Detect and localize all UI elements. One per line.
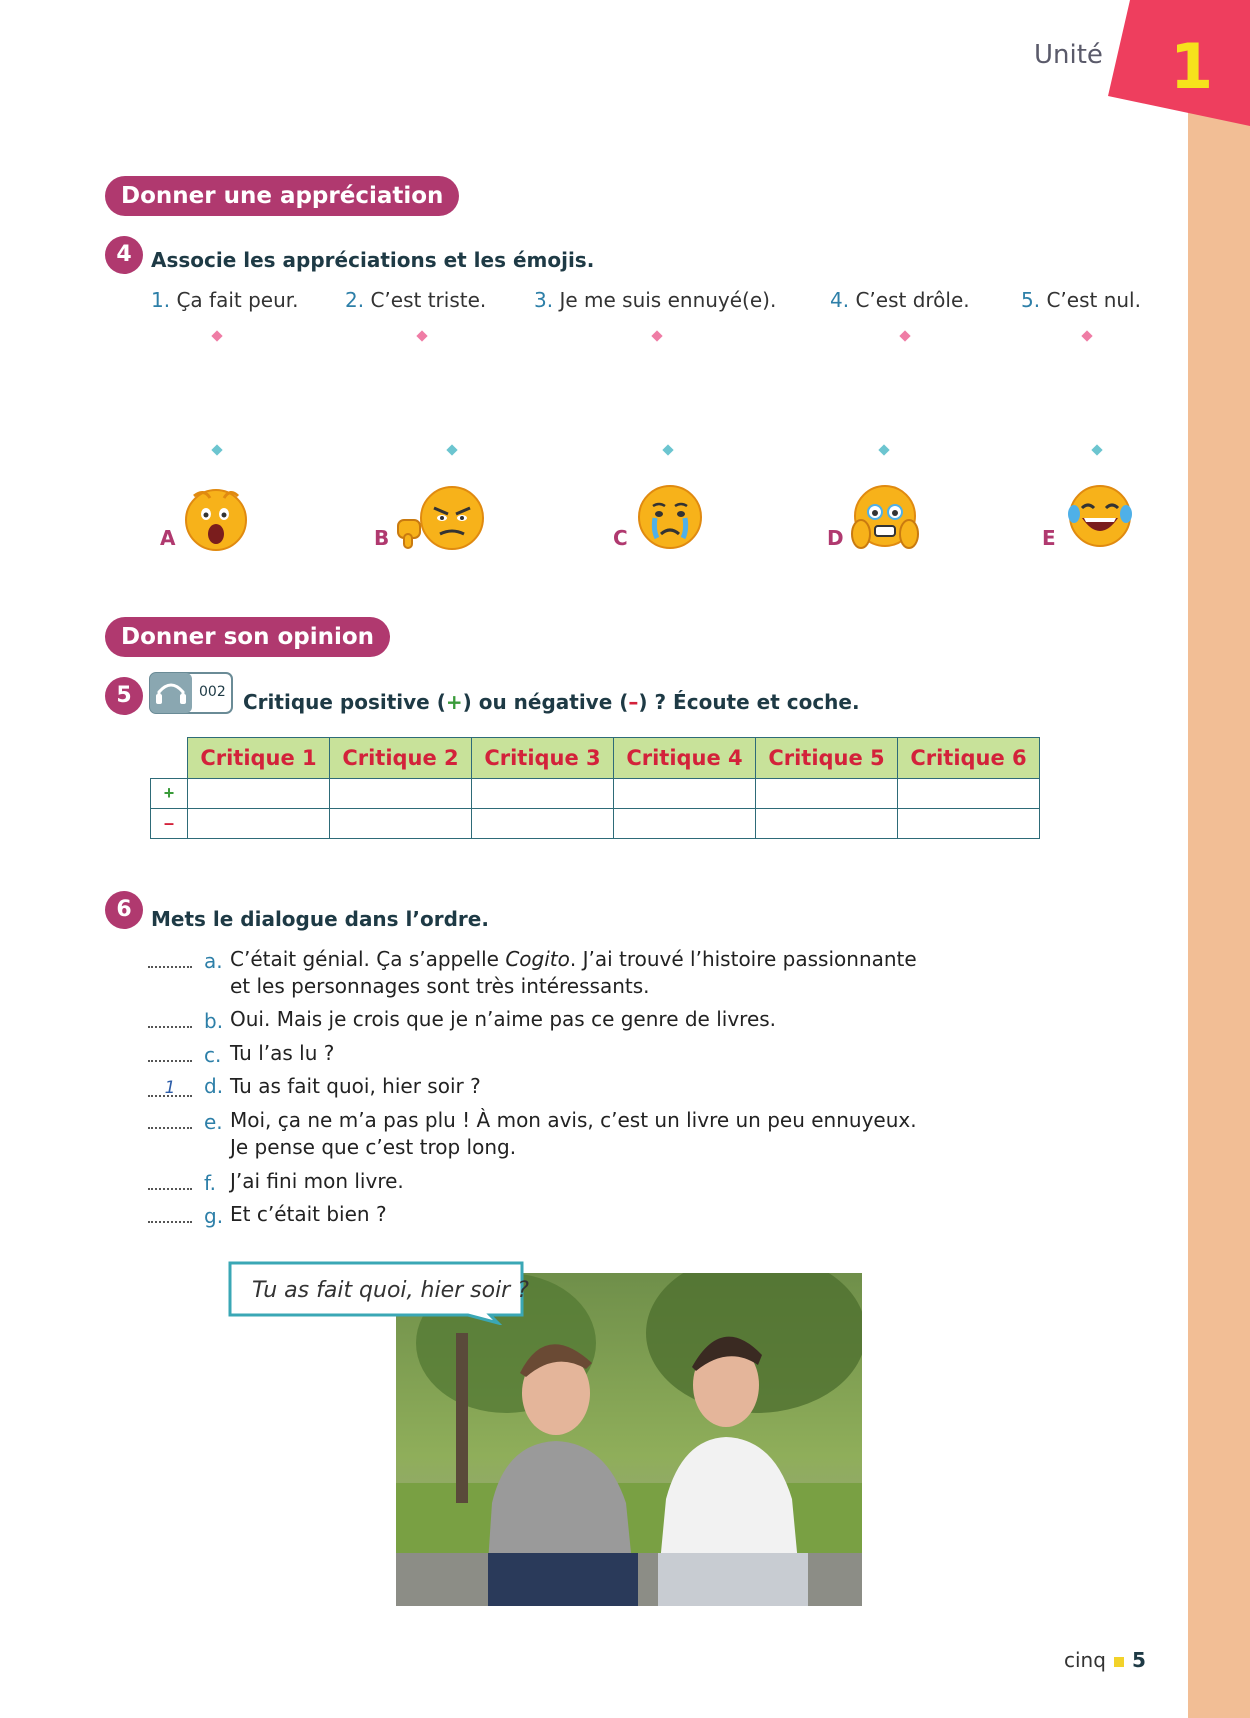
- table-row-positive: [151, 779, 1040, 809]
- speech-bubble-text: Tu as fait quoi, hier soir ?: [252, 1278, 529, 1303]
- page-footer: [1064, 1648, 1146, 1672]
- column-header-critique-3: Critique 3: [472, 738, 614, 779]
- answer-blank-a[interactable]: [148, 946, 192, 968]
- unit-number: 1: [1170, 30, 1214, 103]
- shocked-face-icon: [184, 484, 248, 552]
- table-row-negative: [151, 809, 1040, 839]
- emoji-letter-c: C: [613, 526, 628, 550]
- exercise-number-4: 4: [105, 236, 143, 274]
- exercise-6-instruction: Mets le dialogue dans l’ordre.: [151, 907, 489, 931]
- match-dot-top-2[interactable]: [416, 330, 427, 341]
- cell-plus-1[interactable]: [188, 779, 330, 809]
- dialogue-line-c: c. Tu l’as lu ?: [148, 1040, 930, 1069]
- audio-track-button[interactable]: [149, 672, 233, 714]
- page-number-word: cinq: [1064, 1648, 1106, 1672]
- appreciation-item-5: 5. C’est nul.: [1021, 288, 1141, 312]
- audio-track-number: 002: [199, 684, 226, 700]
- match-dot-top-3[interactable]: [651, 330, 662, 341]
- scared-face-icon: [851, 484, 919, 556]
- table-corner: [151, 738, 188, 779]
- emoji-letter-e: E: [1042, 526, 1056, 550]
- answer-blank-c[interactable]: [148, 1040, 192, 1062]
- answer-blank-b[interactable]: [148, 1006, 192, 1028]
- row-label-minus: –: [151, 809, 188, 839]
- match-dot-bottom-c[interactable]: [662, 444, 673, 455]
- answer-blank-g[interactable]: [148, 1201, 192, 1223]
- match-dot-bottom-d[interactable]: [878, 444, 889, 455]
- column-header-critique-2: Critique 2: [330, 738, 472, 779]
- match-dot-bottom-e[interactable]: [1091, 444, 1102, 455]
- thumbs-down-angry-face-icon: [394, 484, 486, 552]
- cell-minus-3[interactable]: [472, 809, 614, 839]
- exercise-5-instruction: Critique positive (+) ou négative (–) ? Écoute et coche.: [243, 690, 860, 714]
- row-label-plus: +: [151, 779, 188, 809]
- section-title-opinion: Donner son opinion: [105, 617, 390, 657]
- dialogue-line-f: f. J’ai fini mon livre.: [148, 1168, 930, 1197]
- match-dot-top-5[interactable]: [1081, 330, 1092, 341]
- match-dot-bottom-b[interactable]: [446, 444, 457, 455]
- emoji-letter-a: A: [160, 526, 176, 550]
- exercise-number-6: 6: [105, 891, 143, 929]
- column-header-critique-5: Critique 5: [756, 738, 898, 779]
- answer-blank-d[interactable]: 1: [148, 1075, 192, 1097]
- cell-plus-3[interactable]: [472, 779, 614, 809]
- exercise-number-5: 5: [105, 677, 143, 715]
- appreciation-item-2: 2. C’est triste.: [345, 288, 487, 312]
- dialogue-line-b: b. Oui. Mais je crois que je n’aime pas ce genre de livres.: [148, 1006, 930, 1035]
- page-number: 5: [1131, 1648, 1146, 1672]
- match-dot-bottom-a[interactable]: [211, 444, 222, 455]
- cell-plus-4[interactable]: [614, 779, 756, 809]
- unit-badge: [1108, 0, 1250, 126]
- laughing-tears-face-icon: [1066, 484, 1134, 548]
- dialogue-line-e: e. Moi, ça ne m’a pas plu ! À mon avis, c’est un livre un peu ennuyeux. Je pense que c’est trop long.: [148, 1107, 930, 1161]
- cell-minus-4[interactable]: [614, 809, 756, 839]
- cell-minus-1[interactable]: [188, 809, 330, 839]
- answer-blank-f[interactable]: [148, 1168, 192, 1190]
- section-title-appreciation: Donner une appréciation: [105, 176, 459, 216]
- unit-label: Unité: [1034, 40, 1103, 70]
- match-dot-top-1[interactable]: [211, 330, 222, 341]
- dialogue-line-a: a. C’était génial. Ça s’appelle Cogito. J’ai trouvé l’histoire passionnante et les personnages sont très intéressants.: [148, 946, 930, 1000]
- footer-square-icon: [1114, 1657, 1124, 1667]
- cell-plus-6[interactable]: [898, 779, 1040, 809]
- column-header-critique-6: Critique 6: [898, 738, 1040, 779]
- match-dot-top-4[interactable]: [899, 330, 910, 341]
- emoji-letter-d: D: [827, 526, 844, 550]
- appreciation-item-1: 1. Ça fait peur.: [151, 288, 299, 312]
- appreciation-item-4: 4. C’est drôle.: [830, 288, 970, 312]
- cell-plus-2[interactable]: [330, 779, 472, 809]
- cell-minus-2[interactable]: [330, 809, 472, 839]
- exercise-4-instruction: Associe les appréciations et les émojis.: [151, 248, 595, 272]
- dialogue-line-d: 1 d. Tu as fait quoi, hier soir ?: [148, 1073, 930, 1100]
- cell-minus-5[interactable]: [756, 809, 898, 839]
- page-edge-strip: [1188, 0, 1250, 1718]
- crying-face-icon: [637, 484, 703, 550]
- appreciation-item-3: 3. Je me suis ennuyé(e).: [534, 288, 777, 312]
- cell-plus-5[interactable]: [756, 779, 898, 809]
- emoji-letter-b: B: [374, 526, 390, 550]
- dialogue-line-g: g. Et c’était bien ?: [148, 1201, 930, 1230]
- cell-minus-6[interactable]: [898, 809, 1040, 839]
- column-header-critique-4: Critique 4: [614, 738, 756, 779]
- column-header-critique-1: Critique 1: [188, 738, 330, 779]
- answer-blank-e[interactable]: [148, 1107, 192, 1129]
- critique-table: [150, 737, 1040, 839]
